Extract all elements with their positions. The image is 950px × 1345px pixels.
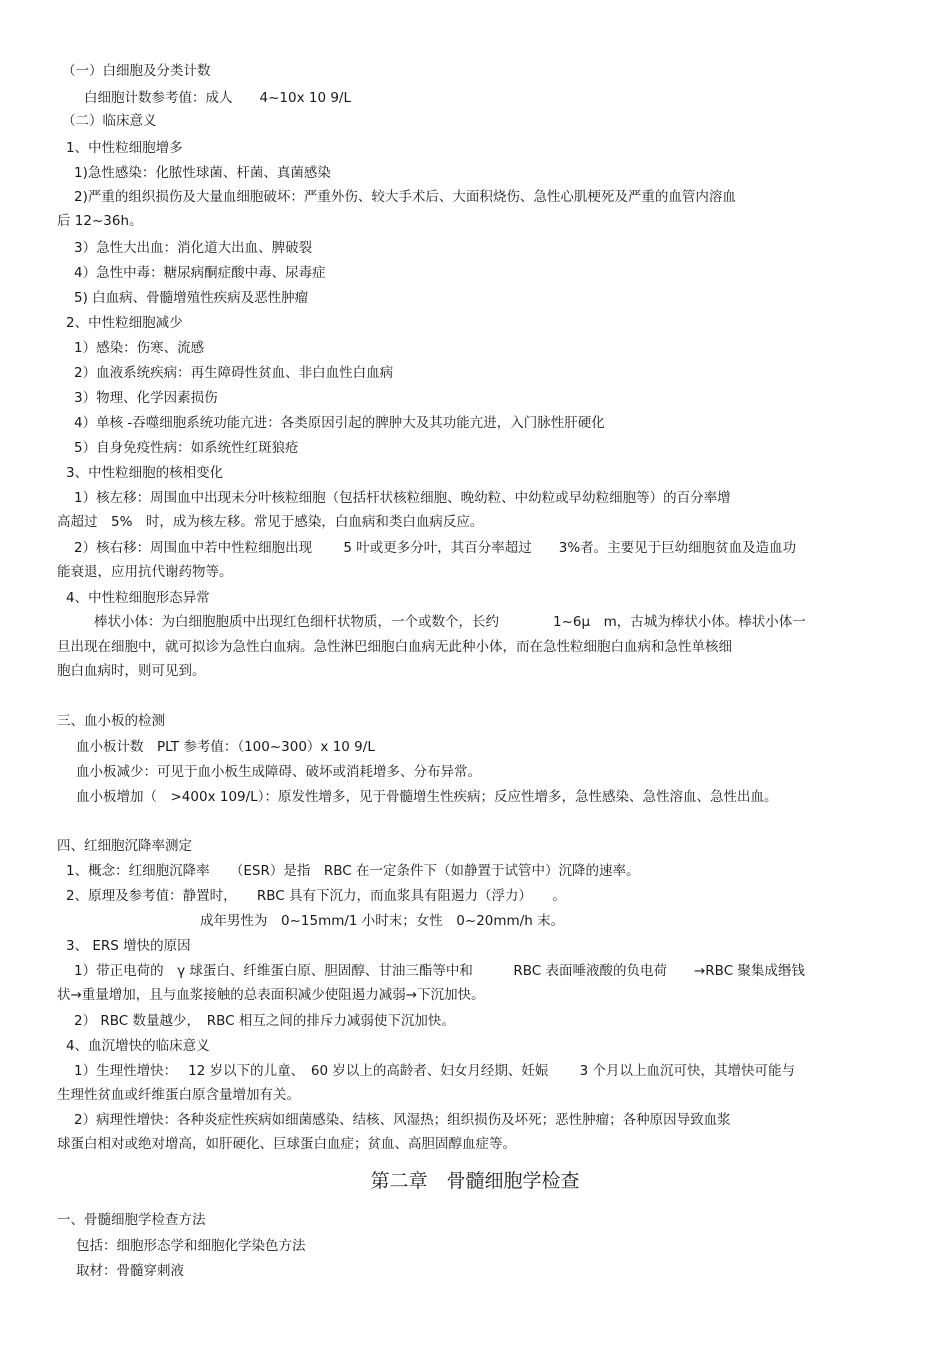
text-line: 包括：细胞形态学和细胞化学染色方法	[76, 1238, 306, 1254]
subheading-esr-clinical: 4、血沉增快的临床意义	[66, 1038, 210, 1054]
subheading-neutrophil-increase: 1、中性粒细胞增多	[66, 140, 183, 156]
text-line: 血小板增加（ >400x 109/L）：原发性增多，见于骨髓增生性疾病；反应性增多，急性感染、急性溶血、急性出血。	[76, 789, 778, 805]
section-heading-wbc: （一）白细胞及分类计数	[62, 63, 211, 79]
text-line: 1、概念：红细胞沉降率 （ESR）是指 RBC 在一定条件下（如静置于试管中）沉降的速率。	[66, 863, 640, 879]
subheading-esr-causes: 3、 ERS 增快的原因	[66, 938, 191, 954]
text-line: 后 12~36h。	[57, 213, 143, 229]
text-line: 血小板减少：可见于血小板生成障碍、破坏或消耗增多、分布异常。	[76, 764, 481, 780]
text-line: 4）单核 -吞噬细胞系统功能亢进：各类原因引起的脾肿大及其功能亢进，入门脉性肝硬化	[74, 415, 605, 431]
text-line: 1）生理性增快： 12 岁以下的儿童、 60 岁以上的高龄者、妇女月经期、妊娠 3 个月以上血沉可快，其增快可能与	[74, 1063, 795, 1079]
section-heading-platelet: 三、血小板的检测	[57, 713, 165, 729]
section-heading-esr: 四、红细胞沉降率测定	[57, 838, 192, 854]
chapter-title: 第二章 骨髓细胞学检查	[370, 1170, 580, 1192]
text-line: 取材：骨髓穿刺液	[76, 1263, 184, 1279]
text-line: 1）核左移：周围血中出现未分叶核粒细胞（包括杆状核粒细胞、晚幼粒、中幼粒或早幼粒细胞等）的百分率增	[74, 490, 731, 506]
text-line: 生理性贫血或纤维蛋白原含量增加有关。	[57, 1087, 300, 1103]
text-line: 3）物理、化学因素损伤	[74, 390, 218, 406]
section-heading-bone-marrow: 一、骨髓细胞学检查方法	[57, 1212, 206, 1228]
text-line: 2)严重的组织损伤及大量血细胞破坏：严重外伤、较大手术后、大面积烧伤、急性心肌梗死及严重的血管内溶血	[74, 189, 736, 205]
text-line: 3）急性大出血：消化道大出血、脾破裂	[74, 240, 313, 256]
subheading-nuclear-shift: 3、中性粒细胞的核相变化	[66, 465, 224, 481]
text-line: 高超过 5% 时，成为核左移。常见于感染，白血病和类白血病反应。	[57, 514, 484, 530]
text-line: 2）血液系统疾病：再生障碍性贫血、非白血性白血病	[74, 365, 394, 381]
wbc-reference-value: 白细胞计数参考值：成人 4~10x 10 9/L	[84, 90, 351, 106]
text-line: 胞白血病时，则可见到。	[57, 663, 206, 679]
text-line: 4）急性中毒：糖尿病酮症酸中毒、尿毒症	[74, 265, 326, 281]
subheading-morphology: 4、中性粒细胞形态异常	[66, 590, 210, 606]
text-line: 1）带正电荷的 γ 球蛋白、纤维蛋白原、胆固醇、甘油三酯等中和 RBC 表面唾液酸的负电荷 →RBC 聚集成缗钱	[74, 963, 805, 979]
text-line: 1)急性感染：化脓性球菌、杆菌、真菌感染	[74, 165, 331, 181]
text-line: 2） RBC 数量越少， RBC 相互之间的排斥力减弱使下沉加快。	[74, 1013, 455, 1029]
text-line: 2）病理性增快：各种炎症性疾病如细菌感染、结核、风湿热；组织损伤及坏死；恶性肿瘤；各种原因导致血浆	[74, 1112, 731, 1128]
text-line: 血小板计数 PLT 参考值：（100~300）x 10 9/L	[76, 739, 375, 755]
text-line: 5) 白血病、骨髓增殖性疾病及恶性肿瘤	[74, 290, 309, 306]
subheading-neutrophil-decrease: 2、中性粒细胞减少	[66, 315, 183, 331]
section-heading-clinical: （二）临床意义	[62, 113, 157, 129]
text-line: 能衰退，应用抗代谢药物等。	[57, 564, 233, 580]
text-line: 状→重量增加，且与血浆接触的总表面积减少使阻遏力减弱→下沉加快。	[57, 987, 485, 1003]
text-line: 旦出现在细胞中，就可拟诊为急性白血病。急性淋巴细胞白血病无此种小体，而在急性粒细胞白血病和急性单核细	[57, 639, 732, 655]
text-line: 球蛋白相对或绝对增高，如肝硬化、巨球蛋白血症；贫血、高胆固醇血症等。	[57, 1136, 516, 1152]
text-line: 棒状小体：为白细胞胞质中出现红色细杆状物质，一个或数个，长约 1~6μ m，古城为棒状小体。棒状小体一	[94, 614, 806, 630]
text-line: 2）核右移：周围血中若中性粒细胞出现 5 叶或更多分叶，其百分率超过 3%者。主要见于巨幼细胞贫血及造血功	[74, 540, 797, 556]
text-line: 5）自身免疫性病：如系统性红斑狼疮	[74, 440, 299, 456]
text-line: 1）感染：伤寒、流感	[74, 340, 205, 356]
text-line: 成年男性为 0~15mm/1 小时末；女性 0~20mm/h 末。	[200, 913, 565, 929]
text-line: 2、原理及参考值：静置时， RBC 具有下沉力，而血浆具有阻遏力（浮力） 。	[66, 888, 566, 904]
